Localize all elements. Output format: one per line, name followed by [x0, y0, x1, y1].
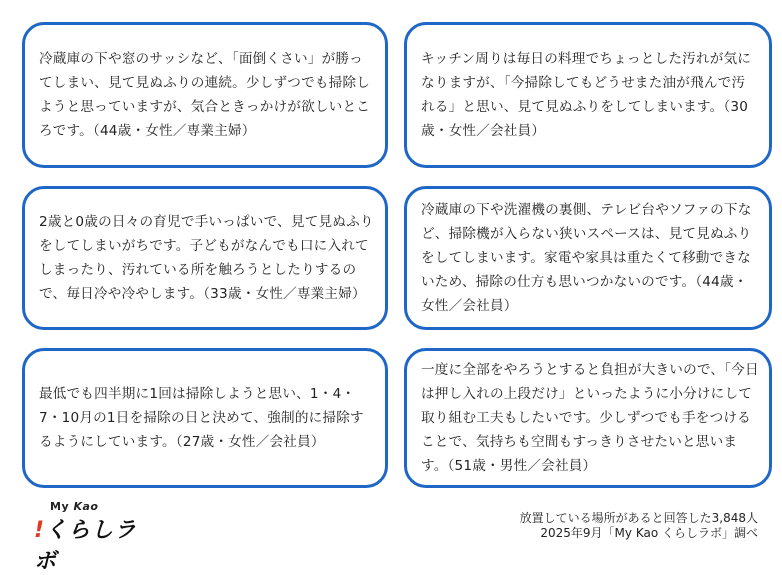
comment-text: 2歳と0歳の日々の育児で手いっぱいで、見て見ぬふりをしてしまいがちです。子どもがなんでも口に入れてしまったり、汚れている所を触ろうとしたりするので、毎日冷や冷やします。（33歳・女性／専業主婦） — [39, 214, 374, 302]
brand-wordmark — [34, 513, 144, 575]
comment-text: 一度に全部をやろうとすると負担が大きいので、「今日は押し入れの上段だけ」といったように小分けにして取り組む工夫もしたいです。少しずつでも手をつけることで、気持ちも空間もすっきりさせたいと思います。（51歳・男性／会社員） — [421, 362, 759, 474]
brand-logo-text: くらしラボ — [34, 518, 138, 574]
source-note — [520, 511, 758, 541]
brand-logo — [34, 500, 144, 574]
comment-card-3 — [22, 186, 388, 330]
brand-kao: Kao — [73, 500, 99, 513]
comment-text: キッチン周りは毎日の料理でちょっとした汚れが気になりますが、「今掃除してもどうせまた油が飛んで汚れる」と思い、見て見ぬふりをしてしまいます。（30歳・女性／会社員） — [421, 51, 752, 139]
comment-card-2 — [404, 22, 772, 168]
comment-text: 冷蔵庫の下や洗濯機の裏側、テレビ台やソファの下など、掃除機が入らない狭いスペースは、見て見ぬふりをしてしまいます。家電や家具は重たくて移動できないため、掃除の仕方も思いつかないのです。（44歳・女性／会社員） — [421, 202, 752, 314]
source-note-line-1: 放置している場所があると回答した3,848人 — [519, 511, 758, 525]
brand-wordmark-top — [50, 500, 98, 513]
brand-logo-mark: ! — [34, 518, 46, 543]
comment-card-6 — [404, 348, 772, 488]
comment-text: 最低でも四半期に1回は掃除しようと思い、1・4・7・10月の1日を掃除の日と決めて、強制的に掃除するようにしています。（27歳・女性／会社員） — [39, 386, 364, 450]
comment-card-5 — [22, 348, 388, 488]
brand-my: My — [50, 500, 70, 513]
source-note-line-2: 2025年9月「My Kao くらしラボ」調べ — [540, 526, 758, 540]
comment-card-4 — [404, 186, 772, 330]
comment-text: 冷蔵庫の下や窓のサッシなど、「面倒くさい」が勝ってしまい、見て見ぬふりの連続。少しずつでも掃除しようと思っていますが、気合ときっかけが欲しいところです。（44歳・女性／専業主婦） — [39, 51, 371, 139]
comment-card-1 — [22, 22, 388, 168]
